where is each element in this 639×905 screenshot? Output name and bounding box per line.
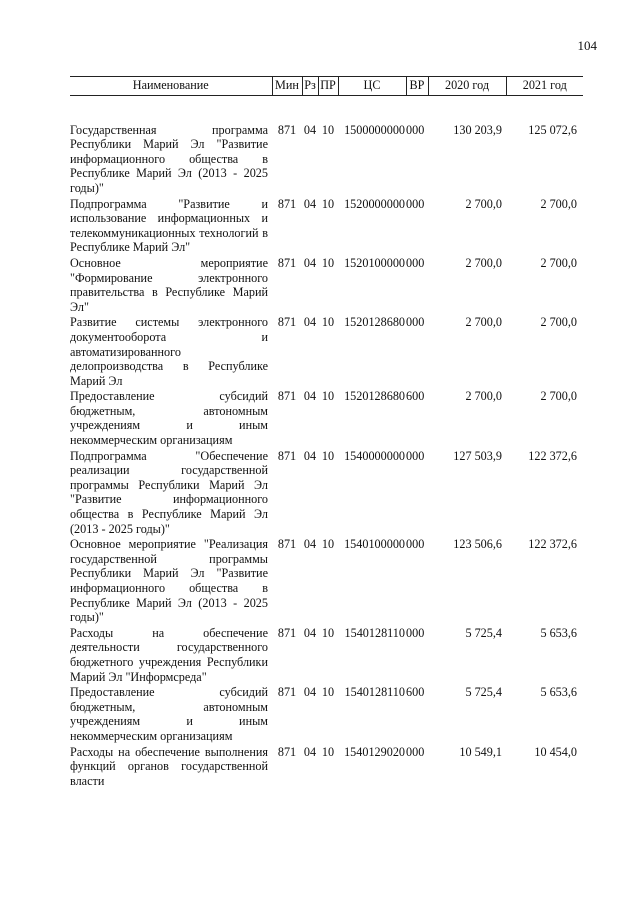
- table-row: [70, 537, 583, 626]
- cell-vr: 000: [406, 255, 425, 270]
- cell-cs: 1520128680: [344, 315, 405, 330]
- cell-2021: 5 653,6: [540, 685, 577, 700]
- cell-name: Основное мероприятие "Формирование электронного правительства в Республике Марий Эл": [70, 255, 268, 314]
- cell-2021: 2 700,0: [540, 389, 577, 404]
- cell-2020: 10 549,1: [459, 744, 502, 759]
- cell-2021: 10 454,0: [534, 744, 577, 759]
- header-2020: 2020 год: [428, 77, 506, 96]
- cell-vr: 000: [406, 315, 425, 330]
- cell-2020: 130 203,9: [453, 122, 502, 137]
- cell-vr: 600: [406, 685, 425, 700]
- header-vr: ВР: [406, 77, 428, 96]
- cell-2020: 127 503,9: [453, 448, 502, 463]
- table-row: [70, 449, 583, 538]
- budget-table: [70, 76, 583, 789]
- table-row: [70, 626, 583, 685]
- cell-pr: 10: [321, 744, 335, 759]
- cell-min: 871: [277, 315, 297, 330]
- cell-min: 871: [277, 625, 297, 640]
- cell-2020: 2 700,0: [465, 389, 502, 404]
- cell-2021: 2 700,0: [540, 196, 577, 211]
- cell-vr: 000: [406, 448, 425, 463]
- cell-name: Предоставление субсидий бюджетным, автономным учреждениям и иным некоммерческим организациям: [70, 389, 268, 448]
- cell-pr: 10: [321, 255, 335, 270]
- cell-name: Подпрограмма "Обеспечение реализации государственной программы Республики Марий Эл "Развитие информационного общества в Республике Марий Эл (2013 - 2025 годы)": [70, 448, 268, 536]
- cell-2020: 123 506,6: [453, 537, 502, 552]
- cell-name: Расходы на обеспечение выполнения функций органов государственной власти: [70, 744, 268, 788]
- cell-vr: 000: [406, 196, 425, 211]
- cell-min: 871: [277, 255, 297, 270]
- cell-rz: 04: [303, 389, 317, 404]
- cell-pr: 10: [321, 625, 335, 640]
- cell-pr: 10: [321, 389, 335, 404]
- cell-2021: 2 700,0: [540, 315, 577, 330]
- cell-min: 871: [277, 448, 297, 463]
- cell-rz: 04: [303, 196, 317, 211]
- cell-vr: 000: [406, 625, 425, 640]
- cell-rz: 04: [303, 625, 317, 640]
- table-row: [70, 197, 583, 256]
- table-row: [70, 95, 583, 196]
- cell-min: 871: [277, 122, 297, 137]
- cell-min: 871: [277, 685, 297, 700]
- cell-cs: 1520000000: [344, 196, 405, 211]
- cell-2020: 2 700,0: [465, 255, 502, 270]
- cell-min: 871: [277, 744, 297, 759]
- table-row: [70, 685, 583, 744]
- cell-2020: 5 725,4: [465, 685, 502, 700]
- cell-pr: 10: [321, 196, 335, 211]
- cell-cs: 1540129020: [344, 744, 405, 759]
- table-row: [70, 256, 583, 315]
- cell-pr: 10: [321, 685, 335, 700]
- cell-name: Подпрограмма "Развитие и использование информационных и телекоммуникационных технологий в Республике Марий Эл": [70, 196, 268, 255]
- cell-cs: 1540000000: [344, 448, 405, 463]
- cell-name: Развитие системы электронного документооборота и автоматизированного делопроизводства в Республике Марий Эл: [70, 315, 268, 388]
- cell-rz: 04: [303, 685, 317, 700]
- cell-2021: 122 372,6: [528, 448, 577, 463]
- cell-rz: 04: [303, 315, 317, 330]
- cell-pr: 10: [321, 448, 335, 463]
- cell-vr: 000: [406, 122, 425, 137]
- cell-cs: 1540100000: [344, 537, 405, 552]
- cell-cs: 1540128110: [344, 685, 405, 700]
- cell-name: Государственная программа Республики Марий Эл "Развитие информационного общества в Республике Марий Эл (2013 - 2025 годы)": [70, 122, 268, 195]
- table-row: [70, 745, 583, 790]
- cell-rz: 04: [303, 744, 317, 759]
- table-row: [70, 315, 583, 389]
- cell-cs: 1540128110: [344, 625, 405, 640]
- header-min: Мин: [272, 77, 302, 96]
- cell-cs: 1520100000: [344, 255, 405, 270]
- cell-rz: 04: [303, 122, 317, 137]
- table-row: [70, 389, 583, 448]
- page-number: 104: [577, 38, 597, 53]
- cell-pr: 10: [321, 122, 335, 137]
- cell-name: Предоставление субсидий бюджетным, автономным учреждениям и иным некоммерческим организациям: [70, 685, 268, 743]
- cell-rz: 04: [303, 448, 317, 463]
- cell-2021: 122 372,6: [528, 537, 577, 552]
- cell-cs: 1520128680: [344, 389, 405, 404]
- table-header-row: [70, 77, 583, 96]
- cell-rz: 04: [303, 537, 317, 552]
- header-pr: ПР: [318, 77, 338, 96]
- cell-min: 871: [277, 537, 297, 552]
- header-name: Наименование: [70, 77, 272, 96]
- cell-min: 871: [277, 389, 297, 404]
- cell-pr: 10: [321, 315, 335, 330]
- cell-2021: 2 700,0: [540, 255, 577, 270]
- header-cs: ЦС: [338, 77, 406, 96]
- cell-vr: 000: [406, 537, 425, 552]
- header-2021: 2021 год: [506, 77, 583, 96]
- cell-vr: 600: [406, 389, 425, 404]
- cell-rz: 04: [303, 255, 317, 270]
- cell-cs: 1500000000: [344, 122, 405, 137]
- cell-name: Основное мероприятие "Реализация государственной программы Республики Марий Эл "Развитие информационного общества в Республике Марий Эл (2013 - 2025 годы)": [70, 537, 268, 625]
- cell-vr: 000: [406, 744, 425, 759]
- header-rz: Рз: [302, 77, 318, 96]
- cell-2021: 5 653,6: [540, 625, 577, 640]
- cell-pr: 10: [321, 537, 335, 552]
- cell-2020: 5 725,4: [465, 625, 502, 640]
- cell-2020: 2 700,0: [465, 315, 502, 330]
- cell-name: Расходы на обеспечение деятельности государственного бюджетного учреждения Республики Марий Эл "Информсреда": [70, 625, 268, 684]
- cell-min: 871: [277, 196, 297, 211]
- cell-2020: 2 700,0: [465, 196, 502, 211]
- cell-2021: 125 072,6: [528, 122, 577, 137]
